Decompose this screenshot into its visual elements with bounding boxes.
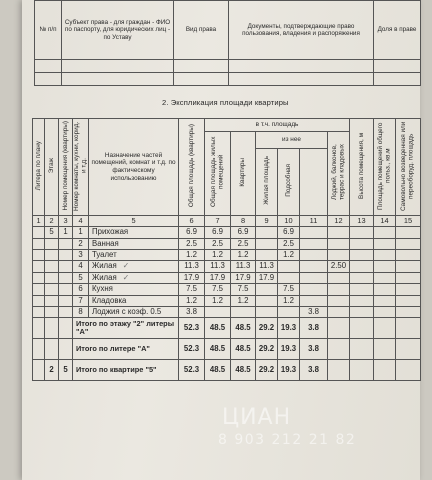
table-row: [33, 249, 421, 260]
table-cell: [59, 238, 73, 249]
table-cell: [45, 249, 59, 260]
table-cell: 6.9: [231, 227, 256, 238]
table-cell: [59, 261, 73, 272]
table-cell: 2: [45, 360, 59, 381]
table-cell: 2.5: [231, 238, 256, 249]
column-number: 4: [73, 216, 89, 227]
table-cell: 6.9: [179, 227, 205, 238]
table-cell: [256, 295, 278, 306]
table-cell: 6: [73, 284, 89, 295]
table-cell: [300, 295, 328, 306]
table-cell: 1.2: [205, 295, 231, 306]
table-row: [33, 227, 421, 238]
table-cell: [256, 306, 278, 317]
header-total-area: Общая площадь (квартиры): [187, 124, 195, 208]
table-cell: 5: [73, 272, 89, 283]
table-cell: [256, 249, 278, 260]
header-documents: Документы, подтверждающие право пользования, владения и распоряжения: [229, 1, 374, 60]
table-cell: [396, 249, 421, 260]
header-floor: Этаж: [47, 158, 55, 174]
header-of-them: из нее: [256, 132, 328, 149]
table-cell: 2.5: [278, 238, 300, 249]
column-number: 9: [256, 216, 278, 227]
table-cell: 3: [73, 249, 89, 260]
table-cell: [374, 249, 396, 260]
table-cell: [350, 272, 374, 283]
room-name-cell: [89, 295, 179, 306]
room-name-cell: [89, 261, 179, 272]
table-cell: [278, 261, 300, 272]
table-cell: 11.3: [179, 261, 205, 272]
table-cell: 6.9: [278, 227, 300, 238]
table-cell: [396, 261, 421, 272]
table-cell: [328, 238, 350, 249]
table-cell: [45, 306, 59, 317]
table-cell: [328, 272, 350, 283]
room-name-cell: [89, 238, 179, 249]
table-cell: 3.8: [300, 318, 328, 339]
header-right-type: Вид права: [174, 1, 229, 60]
total-label: Итого по литере "А": [73, 339, 179, 360]
table-cell: 48.5: [205, 318, 231, 339]
table-cell: 7.5: [231, 284, 256, 295]
table-cell: [328, 306, 350, 317]
table-cell: 52.3: [179, 360, 205, 381]
table-cell: 17.9: [256, 272, 278, 283]
table-cell: [350, 360, 374, 381]
table-cell: [374, 295, 396, 306]
column-number: 13: [350, 216, 374, 227]
table-cell: [396, 284, 421, 295]
table-cell: [59, 249, 73, 260]
table-cell: [396, 238, 421, 249]
table-cell: [374, 360, 396, 381]
table-cell: 48.5: [205, 339, 231, 360]
rights-table: [34, 0, 421, 86]
table-cell: 6.9: [205, 227, 231, 238]
table-cell: 29.2: [256, 360, 278, 381]
column-number: 10: [278, 216, 300, 227]
table-cell: 11.3: [256, 261, 278, 272]
header-part-number: Номер комнаты, кухни, корид. и т.д.: [73, 121, 88, 211]
column-number: 14: [374, 216, 396, 227]
table-cell: 2: [73, 238, 89, 249]
table-cell: [33, 339, 45, 360]
table-cell: 11.3: [231, 261, 256, 272]
table-row: [33, 306, 421, 317]
table-cell: [350, 261, 374, 272]
table-cell: [328, 227, 350, 238]
header-apartment: Квартиры: [239, 157, 247, 187]
column-number: 11: [300, 216, 328, 227]
table-cell: [45, 339, 59, 360]
table-cell: [350, 227, 374, 238]
header-total-living: Общая площадь жилых помещений: [209, 136, 225, 208]
table-cell: [45, 272, 59, 283]
header-height: Высота помещения, м: [357, 132, 365, 199]
table-cell: [328, 284, 350, 295]
column-number: 1: [33, 216, 45, 227]
room-name: Жилая: [92, 272, 117, 282]
table-cell: [300, 227, 328, 238]
table-cell: [396, 318, 421, 339]
table-cell: 5: [59, 360, 73, 381]
total-label: Итого по квартире "5": [73, 360, 179, 381]
table-cell: [396, 306, 421, 317]
table-cell: [278, 272, 300, 283]
table-cell: [374, 284, 396, 295]
watermark-phone: 8 903 212 21 82: [218, 432, 357, 448]
table-cell: 17.9: [179, 272, 205, 283]
table-row: [35, 60, 421, 73]
table-cell: [328, 318, 350, 339]
table-cell: 1.2: [278, 249, 300, 260]
table-cell: 52.3: [179, 339, 205, 360]
table-row: [33, 284, 421, 295]
table-cell: 5: [45, 227, 59, 238]
room-name-cell: [89, 284, 179, 295]
table-cell: 1.2: [231, 249, 256, 260]
table-row: [33, 261, 421, 272]
column-number: 2: [45, 216, 59, 227]
table-cell: 48.5: [205, 360, 231, 381]
column-number: 5: [89, 216, 179, 227]
table-row: [33, 295, 421, 306]
room-name-cell: [89, 272, 179, 283]
table-row: [35, 73, 421, 86]
total-row: [33, 318, 421, 339]
table-cell: 3.8: [300, 306, 328, 317]
table-cell: [45, 261, 59, 272]
table-cell: [256, 238, 278, 249]
table-cell: 17.9: [231, 272, 256, 283]
table-cell: 1.2: [278, 295, 300, 306]
table-cell: 52.3: [179, 318, 205, 339]
table-cell: [328, 249, 350, 260]
explication-table: [32, 118, 421, 381]
table-cell: 48.5: [231, 360, 256, 381]
table-cell: [396, 227, 421, 238]
table-cell: [350, 238, 374, 249]
header-share: Доля в праве: [374, 1, 421, 60]
table-cell: [205, 306, 231, 317]
table-cell: 7: [73, 295, 89, 306]
table-cell: [350, 339, 374, 360]
table-cell: [59, 284, 73, 295]
table-cell: [33, 227, 45, 238]
table-cell: [59, 339, 73, 360]
table-cell: [396, 360, 421, 381]
header-number: № п/п: [35, 1, 62, 60]
column-number: 7: [205, 216, 231, 227]
table-cell: 29.2: [256, 318, 278, 339]
room-name: Лоджия с коэф. 0.5: [92, 307, 162, 317]
room-name-cell: [89, 306, 179, 317]
room-name: Ванная: [92, 238, 119, 248]
header-auxiliary: Подсобная: [284, 164, 292, 198]
table-cell: 2.5: [205, 238, 231, 249]
table-cell: [350, 249, 374, 260]
table-cell: 2.5: [179, 238, 205, 249]
table-cell: 19.3: [278, 360, 300, 381]
table-cell: [33, 360, 45, 381]
room-name: Жилая: [92, 261, 117, 271]
table-cell: [328, 360, 350, 381]
room-name-cell: [89, 227, 179, 238]
table-cell: [350, 318, 374, 339]
table-cell: 7.5: [205, 284, 231, 295]
table-cell: 1.2: [231, 295, 256, 306]
check-mark: ✓: [122, 272, 130, 282]
table-cell: [374, 339, 396, 360]
rights-table-header: [35, 1, 421, 60]
room-name: Кухня: [92, 284, 113, 294]
table-cell: 48.5: [231, 318, 256, 339]
total-row: [33, 339, 421, 360]
table-cell: 1: [73, 227, 89, 238]
table-cell: [350, 306, 374, 317]
table-cell: [350, 284, 374, 295]
table-cell: [374, 306, 396, 317]
table-cell: [256, 284, 278, 295]
table-cell: [374, 272, 396, 283]
table-cell: 3.8: [300, 360, 328, 381]
header-subject: Субъект права - для граждан - ФИО по паспорту, для юридических лиц - по Уставу: [62, 1, 174, 60]
section-title: 2. Экспликация площади квартиры: [162, 98, 289, 107]
table-cell: 1.2: [179, 295, 205, 306]
header-purpose: Назначение частей помещений, комнат и т.д. по фактическому использованию: [89, 119, 179, 216]
table-cell: [33, 284, 45, 295]
column-number: 8: [231, 216, 256, 227]
table-cell: [396, 295, 421, 306]
table-cell: [33, 272, 45, 283]
table-cell: 1.2: [205, 249, 231, 260]
watermark-logo: ЦИАН: [222, 405, 292, 430]
header-unauthorized: Самовольно возведенная или переоборуд. площадь: [400, 121, 416, 211]
table-cell: [33, 306, 45, 317]
table-cell: [374, 238, 396, 249]
total-row: [33, 360, 421, 381]
table-cell: [33, 295, 45, 306]
header-common-use: Площадь помещений общего польз., кв.м: [376, 121, 392, 210]
column-number: 6: [179, 216, 205, 227]
table-cell: 7.5: [278, 284, 300, 295]
header-living: Жилая площадь: [262, 156, 270, 206]
table-cell: [278, 306, 300, 317]
table-cell: [45, 318, 59, 339]
table-cell: [328, 295, 350, 306]
table-cell: [300, 272, 328, 283]
table-cell: [350, 295, 374, 306]
total-label: Итого по этажу "2" литеры "А": [73, 318, 179, 339]
table-cell: [45, 284, 59, 295]
table-cell: [33, 249, 45, 260]
table-cell: [300, 284, 328, 295]
header-litera: Литера по плану: [34, 141, 42, 191]
table-cell: [374, 318, 396, 339]
table-cell: 8: [73, 306, 89, 317]
table-cell: 29.2: [256, 339, 278, 360]
table-cell: 2.50: [328, 261, 350, 272]
table-cell: 7.5: [179, 284, 205, 295]
table-cell: 19.3: [278, 318, 300, 339]
header-in-total: в т.ч. площадь: [205, 119, 350, 132]
column-number: 3: [59, 216, 73, 227]
column-number: 15: [396, 216, 421, 227]
table-cell: [396, 339, 421, 360]
table-cell: 1.2: [179, 249, 205, 260]
table-cell: [59, 272, 73, 283]
table-row: [33, 272, 421, 283]
table-cell: [45, 238, 59, 249]
table-cell: [59, 306, 73, 317]
check-mark: ✓: [122, 261, 130, 271]
table-cell: 3.8: [300, 339, 328, 360]
table-cell: [33, 261, 45, 272]
room-name: Прихожая: [92, 227, 129, 237]
table-cell: [33, 318, 45, 339]
column-number-row: [33, 216, 421, 227]
table-cell: [59, 318, 73, 339]
table-cell: 48.5: [231, 339, 256, 360]
table-cell: [374, 227, 396, 238]
table-cell: [33, 238, 45, 249]
table-cell: [45, 295, 59, 306]
table-cell: 11.3: [205, 261, 231, 272]
table-cell: [231, 306, 256, 317]
table-cell: [328, 339, 350, 360]
document-sheet: [22, 0, 420, 480]
table-row: [33, 238, 421, 249]
table-cell: [300, 261, 328, 272]
table-cell: [59, 295, 73, 306]
header-loggia: Лоджий, балконов, террас и кладовых: [330, 144, 346, 201]
table-cell: 1: [59, 227, 73, 238]
table-cell: 3.8: [179, 306, 205, 317]
table-cell: [256, 227, 278, 238]
column-number: 12: [328, 216, 350, 227]
header-row-1: [33, 119, 421, 132]
room-name-cell: [89, 249, 179, 260]
room-name: Туалет: [92, 250, 117, 260]
header-room-number: Номер помещения (квартиры): [61, 120, 69, 211]
table-cell: 17.9: [205, 272, 231, 283]
table-cell: [300, 238, 328, 249]
table-cell: [300, 249, 328, 260]
table-cell: 19.3: [278, 339, 300, 360]
table-cell: [396, 272, 421, 283]
table-cell: 4: [73, 261, 89, 272]
room-name: Кладовка: [92, 295, 127, 305]
table-cell: [374, 261, 396, 272]
